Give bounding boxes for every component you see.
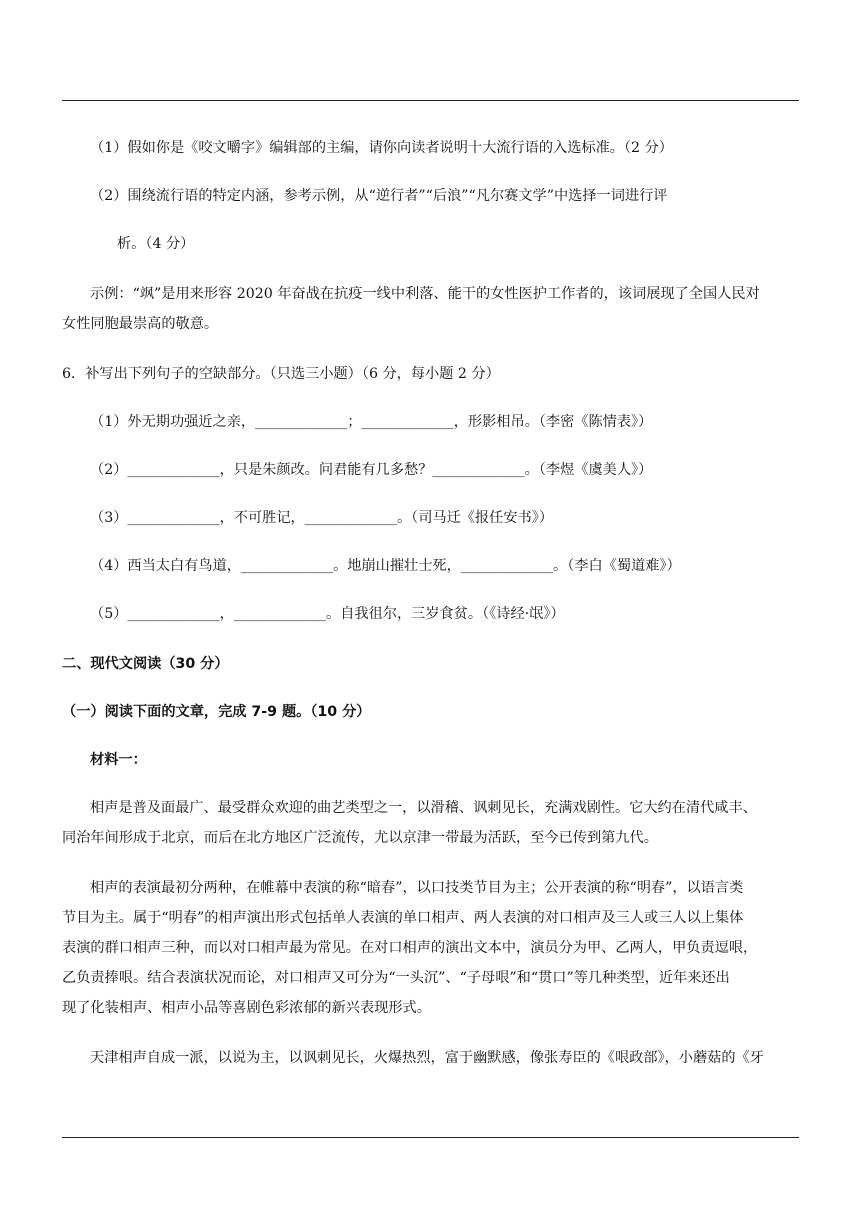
question-6-4: （4）西当太白有鸟道，_____________。地崩山摧壮士死，_____________。（李白《蜀道难》） — [90, 558, 681, 574]
paragraph-2-line: 相声的表演最初分两种，在帷幕中表演的称“暗春”，以口技类节目为主；公开表演的称“明春”，以语言类 — [90, 880, 744, 896]
example-text: 示例：“飒”是用来形容 2020 年奋战在抗疫一线中利落、能干的女性医护工作者的，该词展现了全国人民对 — [90, 286, 760, 302]
question-5-1: （1）假如你是《咬文嚼字》编辑部的主编，请你向读者说明十大流行语的入选标准。（2 分） — [90, 140, 673, 156]
footer-rule — [62, 1137, 799, 1138]
question-5-2: （2）围绕流行语的特定内涵，参考示例，从“逆行者”“后浪”“凡尔赛文学”中选择一词进行评 — [90, 188, 668, 204]
question-6-1: （1）外无期功强近之亲，_____________；_____________，形影相吊。（李密《陈情表》） — [90, 414, 653, 430]
question-6-3: （3）_____________，不可胜记，_____________。（司马迁《报任安书》） — [90, 510, 554, 526]
part-heading: （一）阅读下面的文章，完成 7-9 题。（10 分） — [62, 704, 371, 720]
question-6: 6．补写出下列句子的空缺部分。（只选三小题）（6 分，每小题 2 分） — [62, 366, 500, 382]
question-6-5: （5）_____________，_____________。自我徂尔，三岁食贫。（《诗经·氓》） — [90, 606, 565, 622]
paragraph-2-line: 现了化装相声、相声小品等喜剧色彩浓郁的新兴表现形式。 — [62, 1000, 431, 1016]
paragraph-2-line: 乙负责捧哏。结合表演状况而论，对口相声又可分为“一头沉”、“子母哏”和“贯口”等几种类型，近年来还出 — [62, 970, 730, 986]
paragraph-1-line: 相声是普及面最广、最受群众欢迎的曲艺类型之一，以滑稽、讽刺见长，充满戏剧性。它大约在清代咸丰、 — [90, 800, 757, 816]
header-rule — [62, 100, 799, 101]
section-heading: 二、现代文阅读（30 分） — [62, 656, 229, 672]
question-6-2: （2）_____________，只是朱颜改。问君能有几多愁？_____________。（李煜《虞美人》） — [90, 462, 653, 478]
paragraph-2-line: 表演的群口相声三种，而以对口相声最为常见。在对口相声的演出文本中，演员分为甲、乙两人，甲负责逗哏， — [62, 940, 758, 956]
example-text-continued: 女性同胞最崇高的敬意。 — [62, 316, 219, 332]
material-label: 材料一： — [90, 752, 147, 768]
paragraph-3-line: 天津相声自成一派，以说为主，以讽刺见长，火爆热烈，富于幽默感，像张寿臣的《哏政部》，小蘑菇的《牙 — [90, 1050, 764, 1066]
paragraph-1-line: 同治年间形成于北京，而后在北方地区广泛流传，尤以京津一带最为活跃，至今已传到第九代。 — [62, 830, 658, 846]
question-5-2-continued: 析。（4 分） — [117, 236, 195, 252]
paragraph-2-line: 节目为主。属于“明春”的相声演出形式包括单人表演的单口相声、两人表演的对口相声及三人或三人以上集体 — [62, 910, 744, 926]
